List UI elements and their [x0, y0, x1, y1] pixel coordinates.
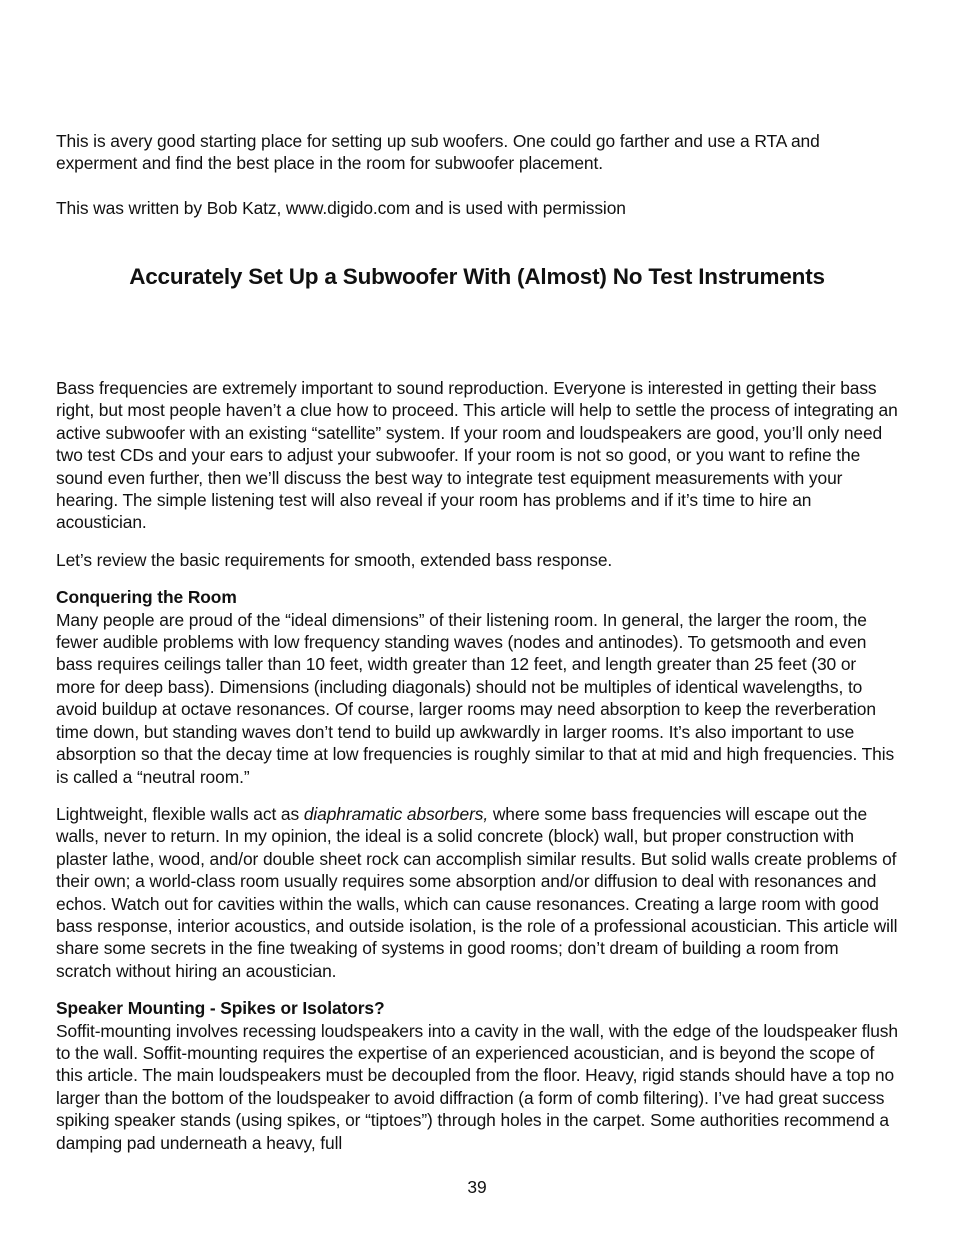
attribution-line: This was written by Bob Katz, www.digido.com and is used with permission — [56, 198, 626, 218]
body-paragraph — [56, 803, 898, 982]
section-conquering-the-room — [56, 586, 898, 788]
section-paragraph: Soffit-mounting involves recessing loudspeakers into a cavity in the wall, with the edge of the loudspeaker flush to the wall. Soffit-mounting requires the expertise of an experienced acoustician, and is beyond the scope of this article. The main loudspeakers must be decoupled from the floor. Heavy, rigid stands should have a top no larger than the bottom of the loudspeaker to avoid diffraction (a form of comb filtering). I’ve had great success spiking speaker stands (using spikes, or “tiptoes”) through holes in the carpet. Some authorities recommend a damping pad underneath a heavy, full — [56, 1020, 898, 1153]
emphasis-text: diaphramatic absorbers, — [303, 803, 489, 824]
body-paragraph: Bass frequencies are extremely important to sound reproduction. Everyone is interested in getting their bass right, but most people haven’t a clue how to proceed. This article will help to settle the process of integrating an active subwoofer with an existing “satellite” system. If your room and loudspeakers are good, you’ll only need two test CDs and your ears to adjust your subwoofer. If your room is not so good, or you want to refine the sound even further, then we’ll discuss the best way to integrate test equipment measurements with your hearing. The simple listening test will also reveal if your room has problems and if it’s time to hire an acoustician. — [56, 378, 898, 533]
article-body — [56, 377, 898, 1154]
section-heading: Conquering the Room — [56, 587, 237, 608]
paragraph-text: where some bass frequencies will escape out the walls, never to return. In my opinion, the ideal is a solid concrete (block) wall, but proper construction with plaster lathe, wood, and/or double sheet rock can accomplish similar results. But solid walls create problems of their own; a world-class room usually requires some absorption and/or diffusion to deal with resonances and echos. Watch out for cavities within the walls, which can cause resonances. Creating a large room with good bass response, interior acoustics, and outside isolation, is the role of a professional acoustician. This article will share some secrets in the fine tweaking of systems in good rooms; don’t dream of building a room from scratch without hiring an acoustician. — [56, 803, 898, 981]
section-speaker-mounting — [56, 997, 898, 1154]
page-number: 39 — [467, 1177, 487, 1197]
intro-paragraph: This is avery good starting place for setting up sub woofers. One could go farther and use a RTA and experment and find the best place in the room for subwoofer placement. — [56, 131, 820, 174]
body-paragraph: Let’s review the basic requirements for smooth, extended bass response. — [56, 549, 613, 570]
paragraph-text: Lightweight, flexible walls act as — [56, 803, 304, 824]
article-title: Accurately Set Up a Subwoofer With (Almost) No Test Instruments — [129, 264, 825, 289]
section-heading: Speaker Mounting - Spikes or Isolators? — [56, 998, 385, 1019]
section-paragraph: Many people are proud of the “ideal dimensions” of their listening room. In general, the larger the room, the fewer audible problems with low frequency standing waves (nodes and antinodes). To getsmooth and even bass requires ceilings taller than 10 feet, width greater than 12 feet, and length greater than 25 feet (30 or more for deep bass). Dimensions (including diagonals) should not be multiples of identical wavelengths, to avoid buildup at octave resonances. Of course, larger rooms may need absorption to keep the reverberation time down, but standing waves don’t tend to build up awkwardly in larger rooms. It’s also important to use absorption so that the decay time at low frequencies is roughly similar to that at mid and high frequencies. This is called a “neutral room.” — [56, 609, 895, 787]
